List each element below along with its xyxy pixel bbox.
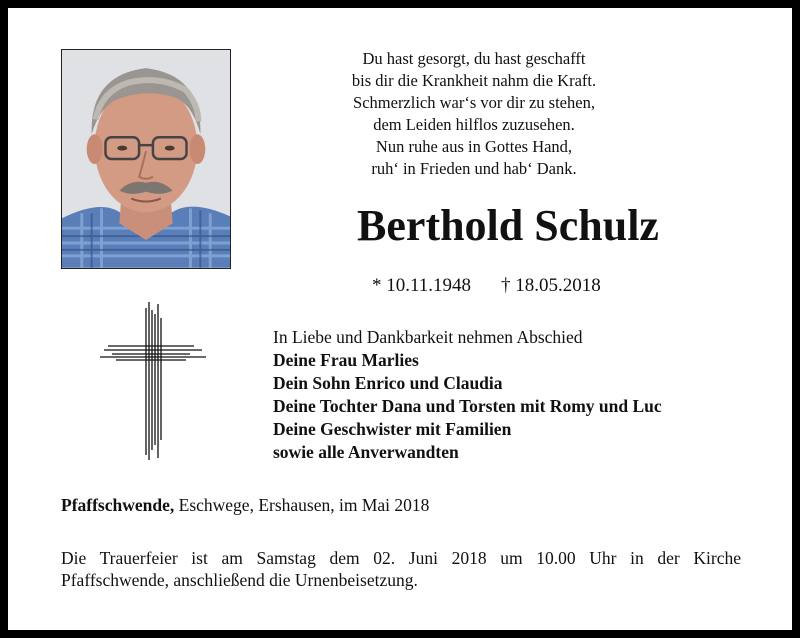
poem [324,48,624,180]
poem-line: Nun ruhe aus in Gottes Hand, [375,137,573,156]
cross-icon [96,300,206,460]
portrait-image [62,50,230,268]
mourner-entry: Dein Sohn Enrico und Claudia [273,373,503,393]
death-date: † 18.05.2018 [501,275,601,296]
deceased-name: Berthold Schulz [357,201,659,250]
mourner-entry: Deine Geschwister mit Familien [273,419,512,439]
place-main: Pfaffschwende, [61,495,175,515]
poem-line: ruh‘ in Frieden und hab‘ Dank. [371,159,577,178]
poem-line: dem Leiden hilflos zuzusehen. [373,115,575,134]
place-rest: Eschwege, Ershausen, im Mai 2018 [174,495,430,515]
life-dates [372,274,601,298]
poem-line: Du hast gesorgt, du hast geschafft [362,49,586,68]
mourner-entry: Deine Frau Marlies [273,350,419,370]
service-line: Pfaffschwende, anschließend die Urnenbeisetzung. [61,570,418,590]
poem-line: Schmerzlich war‘s vor dir zu stehen, [353,93,595,112]
mourner-entry: sowie alle Anverwandten [273,442,459,462]
service-line: Die Trauerfeier ist am Samstag dem 02. Juni 2018 um 10.00 Uhr in der Kirche [61,548,741,568]
mourners-list [273,326,662,464]
mourner-entry: Deine Tochter Dana und Torsten mit Romy und Luc [273,396,662,416]
place-and-date [61,493,429,517]
poem-line: bis dir die Krankheit nahm die Kraft. [351,71,597,90]
portrait-photo [61,49,231,269]
funeral-service-info [61,547,741,591]
mourners-intro: In Liebe und Dankbarkeit nehmen Abschied [273,327,583,347]
birth-date: * 10.11.1948 [372,275,472,296]
